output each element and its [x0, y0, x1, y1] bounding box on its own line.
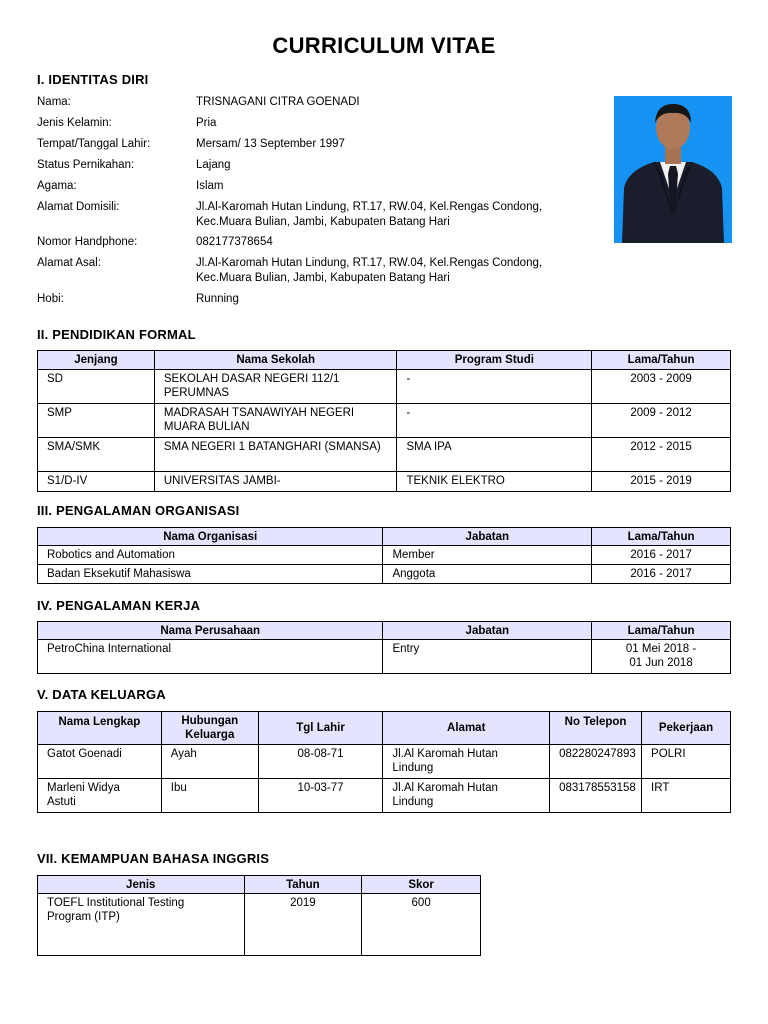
cell-school: SMA NEGERI 1 BATANGHARI (SMANSA)	[154, 438, 397, 472]
col-header-relation-line2: Keluarga	[185, 729, 235, 741]
col-header-type: Jenis	[38, 876, 245, 894]
section-heading-family: V. DATA KELUARGA	[37, 687, 166, 702]
cell-family-name-line1: Marleni Widya	[47, 782, 120, 794]
cell-level: SMA/SMK	[38, 438, 155, 472]
table-header-row	[38, 351, 731, 370]
cell-job: IRT	[642, 779, 731, 813]
cell-company: PetroChina International	[38, 640, 383, 674]
label-hobby: Hobi:	[37, 293, 64, 305]
cell-family-name: Gatot Goenadi	[38, 745, 162, 779]
cell-position: Entry	[383, 640, 592, 674]
cell-address-line1: Jl.Al Karomah Hutan	[392, 782, 498, 794]
cell-position: Anggota	[383, 565, 592, 584]
cell-level: SD	[38, 370, 155, 404]
cell-years: 2012 - 2015	[592, 438, 731, 472]
cell-dob: 08-08-71	[258, 745, 383, 779]
cell-address-line2: Lindung	[392, 762, 434, 774]
col-header-address: Alamat	[383, 712, 550, 745]
work-table	[37, 621, 731, 674]
col-header-years: Lama/Tahun	[592, 351, 731, 370]
col-header-years: Lama/Tahun	[592, 528, 731, 546]
table-row	[38, 565, 731, 584]
cell-school-line1: MADRASAH TSANAWIYAH NEGERI	[163, 407, 355, 419]
col-header-position: Jabatan	[383, 622, 592, 640]
col-header-year: Tahun	[244, 876, 362, 894]
table-row	[38, 438, 731, 472]
table-row	[38, 370, 731, 404]
table-row	[38, 404, 731, 438]
table-header-row	[38, 876, 481, 894]
col-header-school: Nama Sekolah	[154, 351, 397, 370]
label-origin-address: Alamat Asal:	[37, 257, 101, 269]
table-header-row	[38, 622, 731, 640]
cell-years: 2016 - 2017	[592, 546, 731, 565]
cell-program: SMA IPA	[397, 438, 592, 472]
cell-org-name: Badan Eksekutif Mahasiswa	[38, 565, 383, 584]
section-heading-identity: I. IDENTITAS DIRI	[37, 72, 149, 87]
col-header-relation	[161, 712, 258, 745]
value-origin-line2: Kec.Muara Bulian, Jambi, Kabupaten Batang Hari	[196, 272, 450, 284]
page-title: CURRICULUM VITAE	[272, 33, 496, 58]
cell-phone: 082280247893	[550, 745, 642, 779]
organizations-table	[37, 527, 731, 584]
cell-program: -	[397, 404, 592, 438]
person-silhouette-icon	[614, 96, 732, 243]
cell-years: 2015 - 2019	[592, 472, 731, 492]
cell-school	[154, 370, 397, 404]
cell-dob: 10-03-77	[258, 779, 383, 813]
section-heading-english: VII. KEMAMPUAN BAHASA INGGRIS	[37, 851, 270, 866]
label-name: Nama:	[37, 96, 71, 108]
cell-years-line2: 01 Jun 2018	[629, 657, 693, 669]
value-domicile-line2: Kec.Muara Bulian, Jambi, Kabupaten Batang Hari	[196, 216, 450, 228]
table-row	[38, 640, 731, 674]
col-header-job: Pekerjaan	[642, 712, 731, 745]
cell-relation: Ayah	[161, 745, 258, 779]
label-religion: Agama:	[37, 180, 77, 192]
value-phone: 082177378654	[196, 236, 273, 248]
cell-school-line2: MUARA BULIAN	[163, 421, 250, 433]
cell-position: Member	[383, 546, 592, 565]
table-row	[38, 546, 731, 565]
family-table	[37, 711, 731, 813]
col-header-level: Jenjang	[38, 351, 155, 370]
cell-program: TEKNIK ELEKTRO	[397, 472, 592, 492]
value-birth: Mersam/ 13 September 1997	[196, 138, 345, 150]
col-header-position: Jabatan	[383, 528, 592, 546]
cell-family-name-line2: Astuti	[47, 796, 76, 808]
cell-org-name: Robotics and Automation	[38, 546, 383, 565]
value-origin-line1: Jl.Al-Karomah Hutan Lindung, RT.17, RW.04, Kel.Rengas Condong,	[196, 257, 543, 269]
table-row	[38, 472, 731, 492]
table-header-row	[38, 712, 731, 745]
cell-test-type-line2: Program (ITP)	[47, 911, 120, 923]
cell-years: 2016 - 2017	[592, 565, 731, 584]
value-hobby: Running	[196, 293, 239, 305]
col-header-company: Nama Perusahaan	[38, 622, 383, 640]
cell-relation: Ibu	[161, 779, 258, 813]
col-header-program: Program Studi	[397, 351, 592, 370]
cell-address-line2: Lindung	[392, 796, 434, 808]
table-row	[38, 779, 731, 813]
col-header-name: Nama Lengkap	[38, 712, 162, 745]
col-header-dob: Tgl Lahir	[258, 712, 383, 745]
value-name: TRISNAGANI CITRA GOENADI	[196, 96, 360, 108]
cell-test-type-line1: TOEFL Institutional Testing	[47, 897, 185, 909]
col-header-years: Lama/Tahun	[592, 622, 731, 640]
cell-years-line1: 01 Mei 2018 -	[625, 643, 697, 655]
cell-phone: 083178553158	[550, 779, 642, 813]
profile-photo	[614, 96, 732, 243]
cell-school-line1: SEKOLAH DASAR NEGERI 112/1	[163, 373, 340, 385]
col-header-score: Skor	[362, 876, 481, 894]
cell-years	[592, 640, 731, 674]
cell-test-type	[38, 894, 245, 956]
cell-years: 2009 - 2012	[592, 404, 731, 438]
col-header-phone: No Telepon	[550, 712, 642, 745]
cell-years: 2003 - 2009	[592, 370, 731, 404]
label-marital: Status Pernikahan:	[37, 159, 135, 171]
value-gender: Pria	[196, 117, 217, 129]
section-heading-organizations: III. PENGALAMAN ORGANISASI	[37, 503, 240, 518]
cell-family-name	[38, 779, 162, 813]
label-birth: Tempat/Tanggal Lahir:	[37, 138, 151, 150]
english-table	[37, 875, 481, 956]
cell-school	[154, 404, 397, 438]
value-religion: Islam	[196, 180, 224, 192]
table-row	[38, 894, 481, 956]
col-header-relation-line1: Hubungan	[181, 715, 239, 727]
table-header-row	[38, 528, 731, 546]
cell-address-line1: Jl.Al Karomah Hutan	[392, 748, 498, 760]
label-phone: Nomor Handphone:	[37, 236, 138, 248]
value-domicile	[196, 200, 566, 230]
cell-job: POLRI	[642, 745, 731, 779]
cell-test-score: 600	[362, 894, 481, 956]
label-gender: Jenis Kelamin:	[37, 117, 112, 129]
label-domicile: Alamat Domisili:	[37, 201, 120, 213]
cell-program: -	[397, 370, 592, 404]
cell-address	[383, 745, 550, 779]
education-table	[37, 350, 731, 492]
cell-level: SMP	[38, 404, 155, 438]
col-header-org-name: Nama Organisasi	[38, 528, 383, 546]
value-origin-address	[196, 256, 566, 286]
value-marital: Lajang	[196, 159, 231, 171]
cell-test-year: 2019	[244, 894, 362, 956]
table-row	[38, 745, 731, 779]
section-heading-work: IV. PENGALAMAN KERJA	[37, 598, 201, 613]
cell-school: UNIVERSITAS JAMBI-	[154, 472, 397, 492]
section-heading-education: II. PENDIDIKAN FORMAL	[37, 327, 196, 342]
value-domicile-line1: Jl.Al-Karomah Hutan Lindung, RT.17, RW.04, Kel.Rengas Condong,	[196, 201, 543, 213]
cell-level: S1/D-IV	[38, 472, 155, 492]
cell-school-line2: PERUMNAS	[163, 387, 230, 399]
cell-address	[383, 779, 550, 813]
